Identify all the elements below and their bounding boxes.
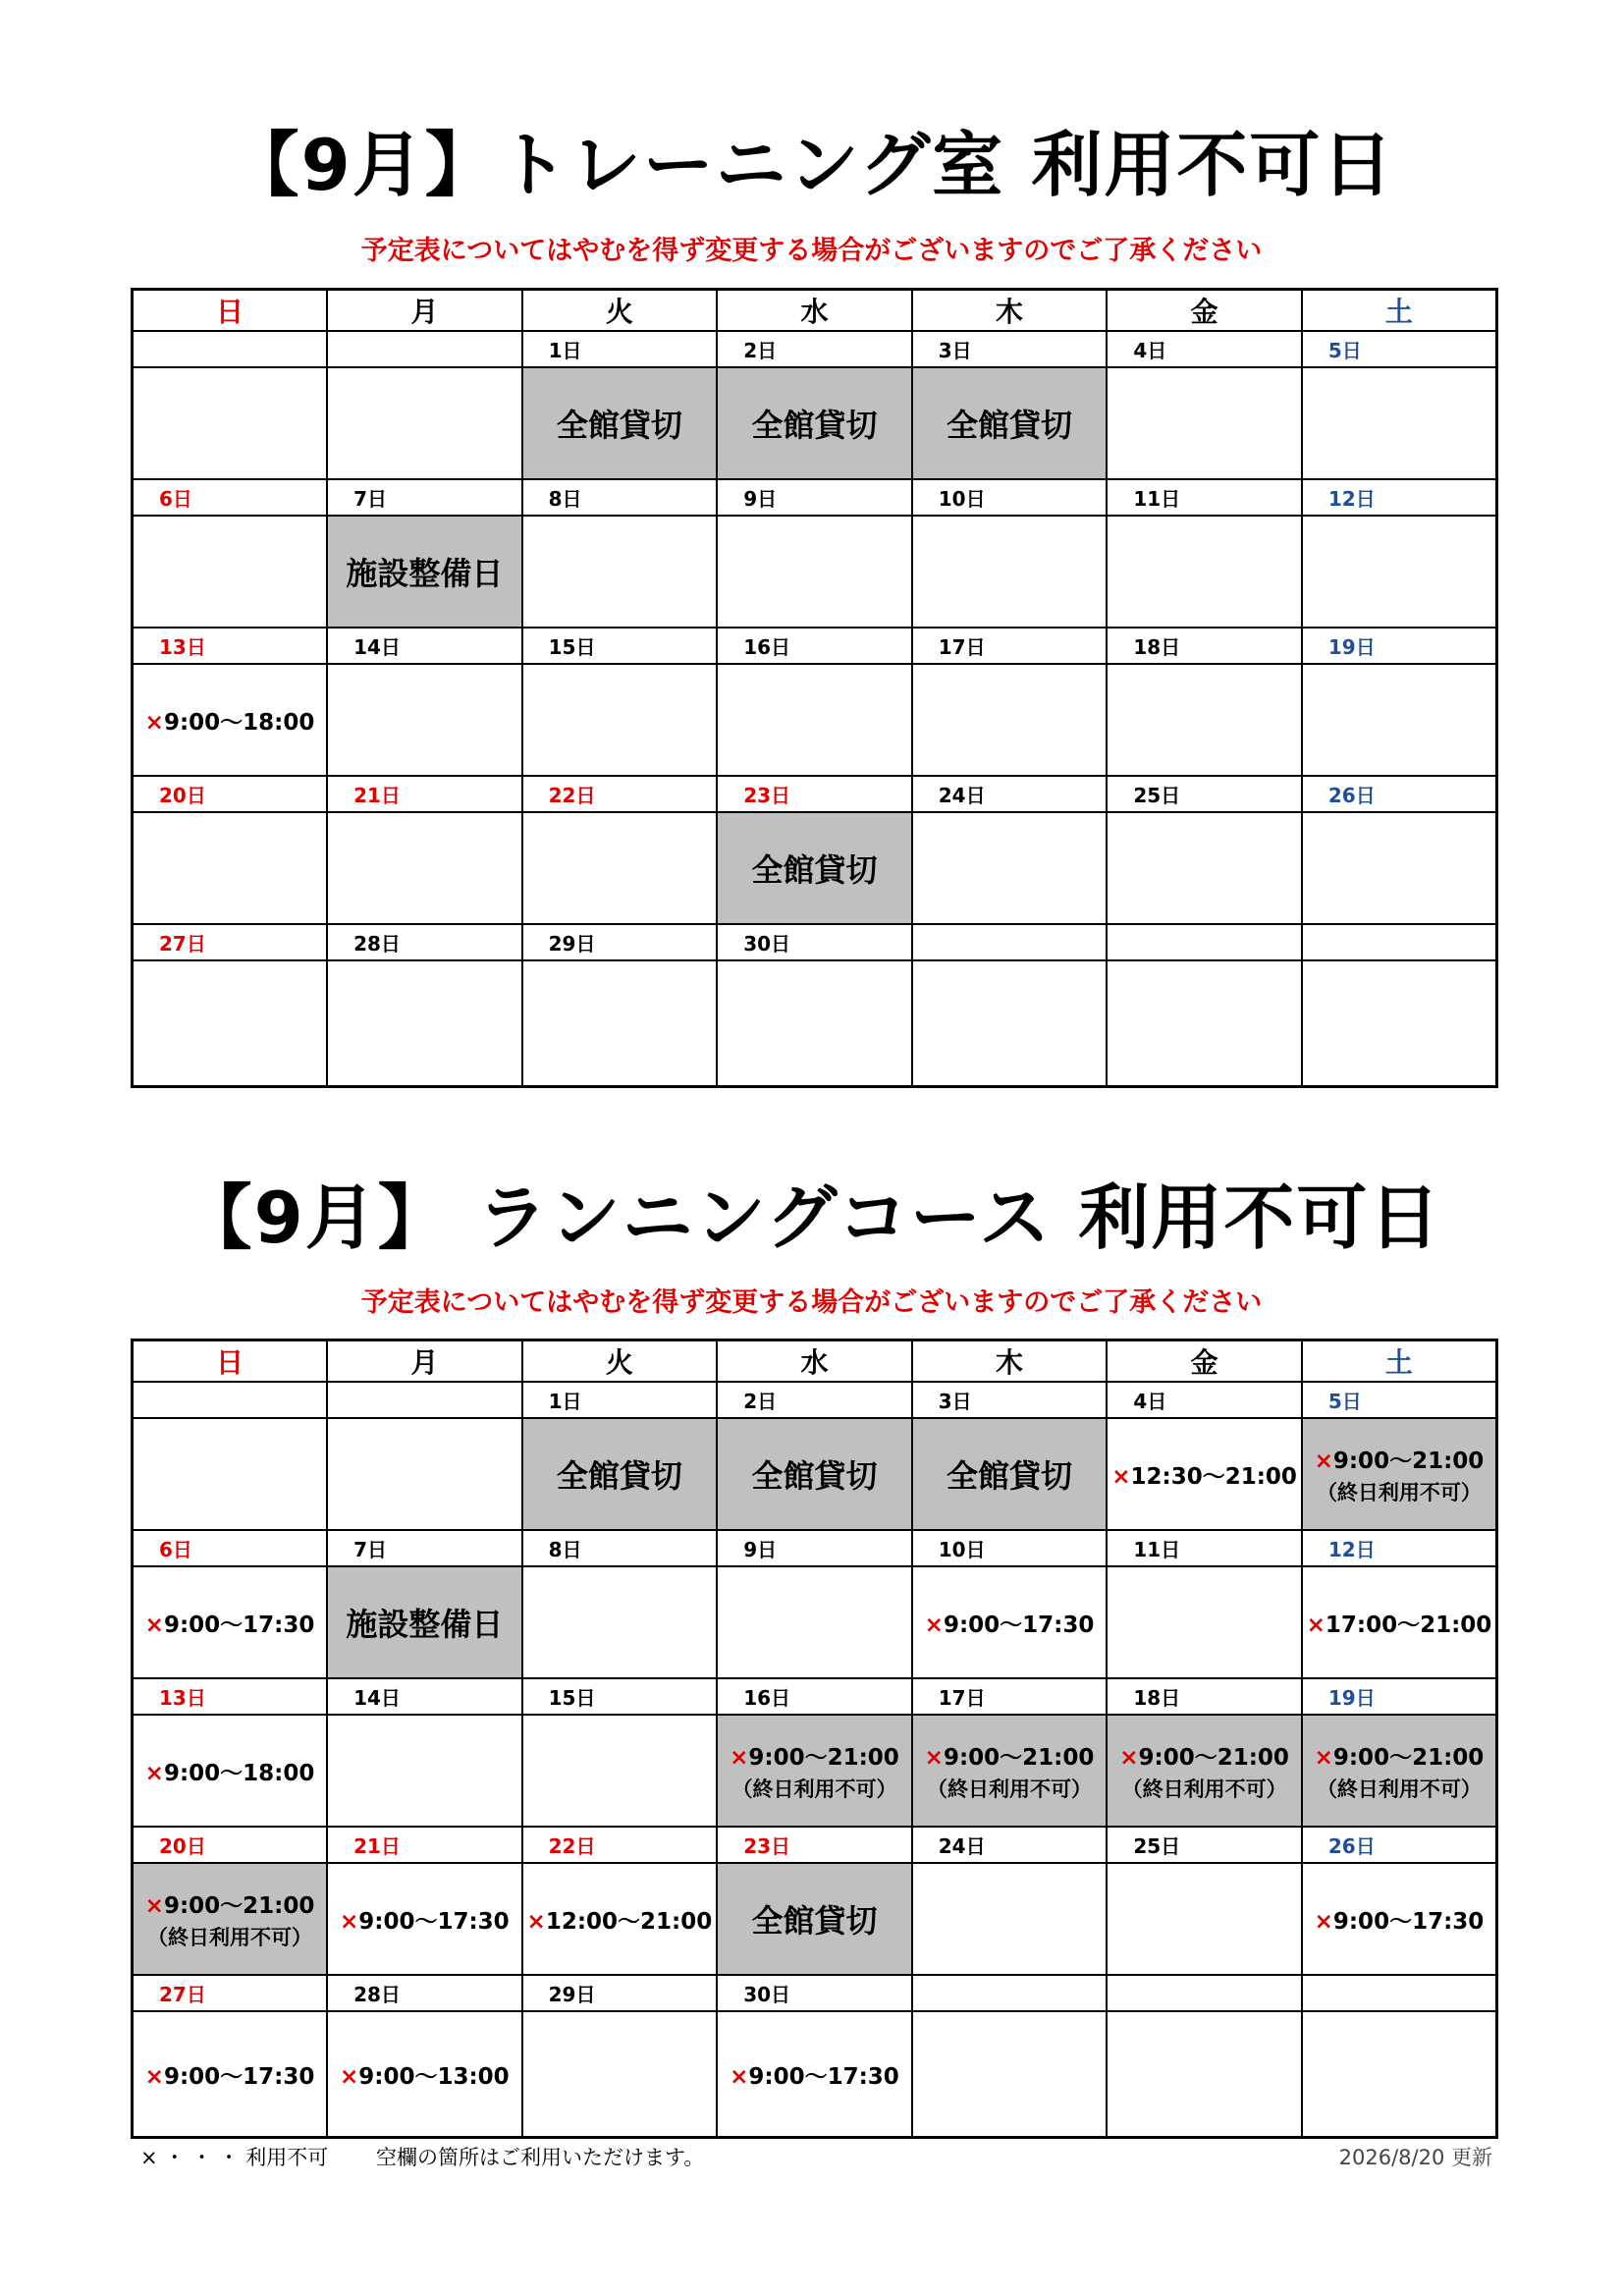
date-number: 1日: [522, 1382, 718, 1418]
schedule-cell: [1302, 1863, 1497, 1975]
reserved-label: 全館貸切: [751, 1457, 878, 1495]
date-number: 25日: [1107, 1827, 1302, 1863]
date-number: 12日: [1302, 479, 1497, 516]
date-row: [133, 776, 1497, 812]
unavailable-time: [1315, 1449, 1485, 1474]
schedule-cell: [1302, 1418, 1497, 1530]
schedule-cell: [327, 960, 522, 1087]
schedule-cell: [327, 367, 522, 479]
time-range: 9:00～17:30: [358, 1908, 510, 1935]
schedule-cell: [1107, 812, 1302, 924]
running-title: 【9月】 ランニングコース 利用不可日: [181, 1176, 1442, 1259]
schedule-cell: [1107, 1566, 1302, 1678]
date-number: 14日: [327, 628, 522, 664]
date-number: 21日: [327, 1827, 522, 1863]
date-number: 22日: [522, 1827, 718, 1863]
weekday-label: 日: [133, 1340, 328, 1383]
time-range: 9:00～21:00: [748, 1744, 899, 1771]
schedule-row: [133, 2011, 1497, 2138]
date-number: [912, 924, 1108, 960]
date-number: [133, 331, 328, 367]
time-range: 9:00～21:00: [943, 1744, 1095, 1771]
date-row: [133, 1530, 1497, 1566]
schedule-cell: [327, 516, 522, 628]
schedule-cell: [1302, 960, 1497, 1087]
schedule-cell: [912, 516, 1108, 628]
training-title: 【9月】トレーニング室 利用不可日: [228, 124, 1395, 206]
time-range: 9:00～21:00: [1138, 1744, 1289, 1771]
schedule-cell: [522, 2011, 718, 2138]
training-notice: 予定表についてはやむを得ず変更する場合がございますのでご了承ください: [360, 236, 1263, 266]
reserved-label: 全館貸切: [751, 1902, 878, 1940]
schedule-cell: [717, 2011, 912, 2138]
time-range: 9:00～18:00: [163, 709, 315, 736]
reserved-label: 全館貸切: [751, 851, 878, 889]
schedule-cell: [133, 812, 328, 924]
date-row: [133, 628, 1497, 664]
time-range: 17:00～21:00: [1325, 1612, 1492, 1638]
schedule-cell: [717, 1863, 912, 1975]
unavailable-time: [145, 710, 315, 736]
date-number: 7日: [327, 479, 522, 516]
schedule-cell: [717, 812, 912, 924]
schedule-cell: [1302, 664, 1497, 776]
date-number: 20日: [133, 776, 328, 812]
date-number: 18日: [1107, 1678, 1302, 1715]
date-number: [1107, 924, 1302, 960]
schedule-cell: [1107, 1715, 1302, 1827]
unavailable-time: [1315, 1745, 1485, 1771]
maintenance-label: 施設整備日: [346, 555, 504, 592]
legend-text: × ・ ・ ・ 利用不可: [140, 2146, 329, 2169]
reserved-label: 全館貸切: [556, 1457, 682, 1495]
unavailable-mark: ×: [1314, 1448, 1333, 1474]
time-range: 9:00～17:30: [943, 1612, 1095, 1638]
date-number: 12日: [1302, 1530, 1497, 1566]
schedule-cell: [1302, 1715, 1497, 1827]
date-number: 17日: [912, 1678, 1108, 1715]
schedule-cell: [327, 1715, 522, 1827]
date-number: 1日: [522, 331, 718, 367]
schedule-cell: [1107, 516, 1302, 628]
time-range: 9:00～17:30: [163, 1612, 315, 1638]
schedule-cell: [522, 1715, 718, 1827]
schedule-cell: [522, 664, 718, 776]
date-number: 15日: [522, 628, 718, 664]
date-number: 10日: [912, 1530, 1108, 1566]
date-row: [133, 924, 1497, 960]
running-notice: 予定表についてはやむを得ず変更する場合がございますのでご了承ください: [360, 1287, 1263, 1318]
schedule-cell: [912, 367, 1108, 479]
schedule-row: [133, 516, 1497, 628]
running-calendar: [131, 1339, 1498, 2139]
unavailable-time: [145, 1613, 315, 1638]
reserved-label: 全館貸切: [947, 407, 1073, 444]
schedule-cell: [133, 1863, 328, 1975]
schedule-cell: [1107, 960, 1302, 1087]
all-day-note: （終日利用不可）: [147, 1925, 313, 1949]
date-number: 19日: [1302, 628, 1497, 664]
schedule-cell: [912, 2011, 1108, 2138]
weekday-label: 土: [1302, 290, 1497, 332]
unavailable-mark: ×: [1314, 1744, 1333, 1771]
schedule-cell: [327, 812, 522, 924]
schedule-cell: [522, 1418, 718, 1530]
schedule-cell: [522, 1863, 718, 1975]
time-range: 12:30～21:00: [1130, 1463, 1297, 1490]
date-number: [327, 1382, 522, 1418]
schedule-cell: [522, 960, 718, 1087]
unavailable-mark: ×: [1111, 1463, 1131, 1490]
all-day-note: （終日利用不可）: [731, 1777, 897, 1801]
schedule-cell: [1107, 1418, 1302, 1530]
unavailable-mark: ×: [924, 1744, 944, 1771]
weekday-label: 土: [1302, 1340, 1497, 1383]
unavailable-time: [1307, 1613, 1492, 1638]
schedule-cell: [327, 2011, 522, 2138]
weekday-label: 火: [522, 290, 718, 332]
time-range: 9:00～13:00: [358, 2063, 510, 2090]
maintenance-label: 施設整備日: [346, 1606, 504, 1643]
training-calendar: [131, 288, 1498, 1088]
time-range: 12:00～21:00: [545, 1908, 713, 1935]
schedule-cell: [717, 1418, 912, 1530]
date-number: 6日: [133, 1530, 328, 1566]
unavailable-mark: ×: [339, 2063, 359, 2090]
schedule-row: [133, 1715, 1497, 1827]
unavailable-time: [145, 1761, 315, 1786]
unavailable-time: [145, 2064, 315, 2090]
footer-note: 空欄の箇所はご利用いただけます。: [376, 2146, 705, 2169]
date-number: 25日: [1107, 776, 1302, 812]
reserved-label: 全館貸切: [556, 407, 682, 444]
date-number: 4日: [1107, 331, 1302, 367]
date-number: 24日: [912, 1827, 1108, 1863]
date-number: 11日: [1107, 479, 1302, 516]
date-number: 4日: [1107, 1382, 1302, 1418]
schedule-cell: [1107, 664, 1302, 776]
reserved-label: 全館貸切: [751, 407, 878, 444]
time-range: 9:00～17:30: [748, 2063, 899, 2090]
date-number: 29日: [522, 1975, 718, 2011]
schedule-cell: [522, 812, 718, 924]
weekday-label: 火: [522, 1340, 718, 1383]
date-number: 13日: [133, 628, 328, 664]
unavailable-mark: ×: [1306, 1612, 1325, 1638]
date-number: 9日: [717, 479, 912, 516]
updated-date: 2026/8/20 更新: [1338, 2146, 1492, 2169]
schedule-cell: [522, 516, 718, 628]
date-number: 9日: [717, 1530, 912, 1566]
date-number: 16日: [717, 1678, 912, 1715]
date-number: 29日: [522, 924, 718, 960]
unavailable-mark: ×: [730, 1744, 749, 1771]
date-number: 10日: [912, 479, 1108, 516]
date-row: [133, 479, 1497, 516]
unavailable-mark: ×: [144, 1760, 164, 1786]
schedule-cell: [717, 516, 912, 628]
schedule-cell: [1302, 1566, 1497, 1678]
date-number: [327, 331, 522, 367]
schedule-cell: [912, 1715, 1108, 1827]
date-number: 19日: [1302, 1678, 1497, 1715]
date-number: [912, 1975, 1108, 2011]
date-number: 30日: [717, 924, 912, 960]
schedule-cell: [1302, 516, 1497, 628]
schedule-cell: [327, 664, 522, 776]
all-day-note: （終日利用不可）: [1316, 1777, 1482, 1801]
unavailable-time: [527, 1909, 713, 1935]
date-number: 27日: [133, 924, 328, 960]
date-number: 6日: [133, 479, 328, 516]
date-number: 2日: [717, 1382, 912, 1418]
schedule-cell: [327, 1566, 522, 1678]
date-number: 18日: [1107, 628, 1302, 664]
time-range: 9:00～21:00: [1332, 1744, 1485, 1771]
schedule-cell: [912, 1418, 1108, 1530]
date-number: 7日: [327, 1530, 522, 1566]
weekday-label: 木: [912, 1340, 1108, 1383]
date-number: 27日: [133, 1975, 328, 2011]
schedule-cell: [717, 1715, 912, 1827]
schedule-cell: [133, 1566, 328, 1678]
date-number: [1302, 1975, 1497, 2011]
date-number: 11日: [1107, 1530, 1302, 1566]
schedule-cell: [1107, 2011, 1302, 2138]
unavailable-time: [145, 1893, 315, 1919]
all-day-note: （終日利用不可）: [927, 1777, 1093, 1801]
date-number: 17日: [912, 628, 1108, 664]
unavailable-time: [730, 2064, 899, 2090]
weekday-label: 水: [717, 290, 912, 332]
schedule-row: [133, 1418, 1497, 1530]
unavailable-mark: ×: [144, 709, 164, 736]
unavailable-mark: ×: [144, 1892, 164, 1919]
schedule-row: [133, 812, 1497, 924]
unavailable-mark: ×: [1314, 1908, 1333, 1935]
time-range: 9:00～21:00: [163, 1892, 315, 1919]
schedule-cell: [912, 812, 1108, 924]
weekday-label: 水: [717, 1340, 912, 1383]
date-number: 2日: [717, 331, 912, 367]
schedule-cell: [133, 1418, 328, 1530]
schedule-cell: [717, 664, 912, 776]
schedule-row: [133, 664, 1497, 776]
schedule-cell: [522, 367, 718, 479]
schedule-cell: [327, 1418, 522, 1530]
unavailable-time: [925, 1613, 1095, 1638]
date-number: 20日: [133, 1827, 328, 1863]
date-row: [133, 331, 1497, 367]
date-number: 15日: [522, 1678, 718, 1715]
time-range: 9:00～17:30: [163, 2063, 315, 2090]
reserved-label: 全館貸切: [947, 1457, 1073, 1495]
date-number: 28日: [327, 1975, 522, 2011]
date-number: 23日: [717, 776, 912, 812]
schedule-row: [133, 1863, 1497, 1975]
date-row: [133, 1382, 1497, 1418]
unavailable-mark: ×: [339, 1908, 359, 1935]
date-number: 23日: [717, 1827, 912, 1863]
weekday-label: 金: [1107, 290, 1302, 332]
schedule-cell: [912, 664, 1108, 776]
schedule-cell: [717, 1566, 912, 1678]
weekday-label: 日: [133, 290, 328, 332]
schedule-cell: [522, 1566, 718, 1678]
date-number: 13日: [133, 1678, 328, 1715]
date-number: [1107, 1975, 1302, 2011]
schedule-cell: [133, 516, 328, 628]
date-number: 8日: [522, 479, 718, 516]
unavailable-time: [1315, 1909, 1485, 1935]
schedule-cell: [1302, 367, 1497, 479]
date-number: 8日: [522, 1530, 718, 1566]
schedule-row: [133, 1566, 1497, 1678]
schedule-cell: [912, 1566, 1108, 1678]
date-row: [133, 1827, 1497, 1863]
date-number: 5日: [1302, 331, 1497, 367]
unavailable-time: [730, 1745, 899, 1771]
unavailable-time: [1119, 1745, 1289, 1771]
date-number: [1302, 924, 1497, 960]
all-day-note: （終日利用不可）: [1121, 1777, 1287, 1801]
date-number: 30日: [717, 1975, 912, 2011]
date-number: 24日: [912, 776, 1108, 812]
date-number: 21日: [327, 776, 522, 812]
time-range: 9:00～17:30: [1332, 1908, 1485, 1935]
schedule-cell: [133, 2011, 328, 2138]
schedule-row: [133, 367, 1497, 479]
schedule-cell: [912, 960, 1108, 1087]
date-number: 3日: [912, 1382, 1108, 1418]
unavailable-mark: ×: [144, 1612, 164, 1638]
unavailable-time: [340, 1909, 510, 1935]
schedule-cell: [327, 1863, 522, 1975]
unavailable-mark: ×: [924, 1612, 944, 1638]
date-number: [133, 1382, 328, 1418]
date-row: [133, 1678, 1497, 1715]
unavailable-mark: ×: [144, 2063, 164, 2090]
date-number: 16日: [717, 628, 912, 664]
date-number: 26日: [1302, 1827, 1497, 1863]
schedule-row: [133, 960, 1497, 1087]
weekday-label: 木: [912, 290, 1108, 332]
running-weekday-header: [133, 1340, 1497, 1383]
date-number: 5日: [1302, 1382, 1497, 1418]
unavailable-time: [925, 1745, 1095, 1771]
schedule-cell: [133, 1715, 328, 1827]
date-number: 3日: [912, 331, 1108, 367]
unavailable-mark: ×: [1119, 1744, 1139, 1771]
schedule-cell: [1302, 812, 1497, 924]
date-number: 26日: [1302, 776, 1497, 812]
training-weekday-header: [133, 290, 1497, 332]
unavailable-mark: ×: [730, 2063, 749, 2090]
schedule-cell: [912, 1863, 1108, 1975]
weekday-label: 金: [1107, 1340, 1302, 1383]
all-day-note: （終日利用不可）: [1316, 1480, 1482, 1504]
date-row: [133, 1975, 1497, 2011]
schedule-cell: [717, 960, 912, 1087]
schedule-cell: [717, 367, 912, 479]
weekday-label: 月: [327, 290, 522, 332]
weekday-label: 月: [327, 1340, 522, 1383]
unavailable-mark: ×: [526, 1908, 546, 1935]
schedule-cell: [1302, 2011, 1497, 2138]
date-number: 14日: [327, 1678, 522, 1715]
schedule-cell: [133, 664, 328, 776]
unavailable-time: [1111, 1464, 1297, 1490]
unavailable-time: [340, 2064, 510, 2090]
time-range: 9:00～18:00: [163, 1760, 315, 1786]
schedule-cell: [1107, 367, 1302, 479]
date-number: 22日: [522, 776, 718, 812]
schedule-cell: [133, 367, 328, 479]
time-range: 9:00～21:00: [1332, 1448, 1485, 1474]
schedule-cell: [133, 960, 328, 1087]
date-number: 28日: [327, 924, 522, 960]
schedule-cell: [1107, 1863, 1302, 1975]
